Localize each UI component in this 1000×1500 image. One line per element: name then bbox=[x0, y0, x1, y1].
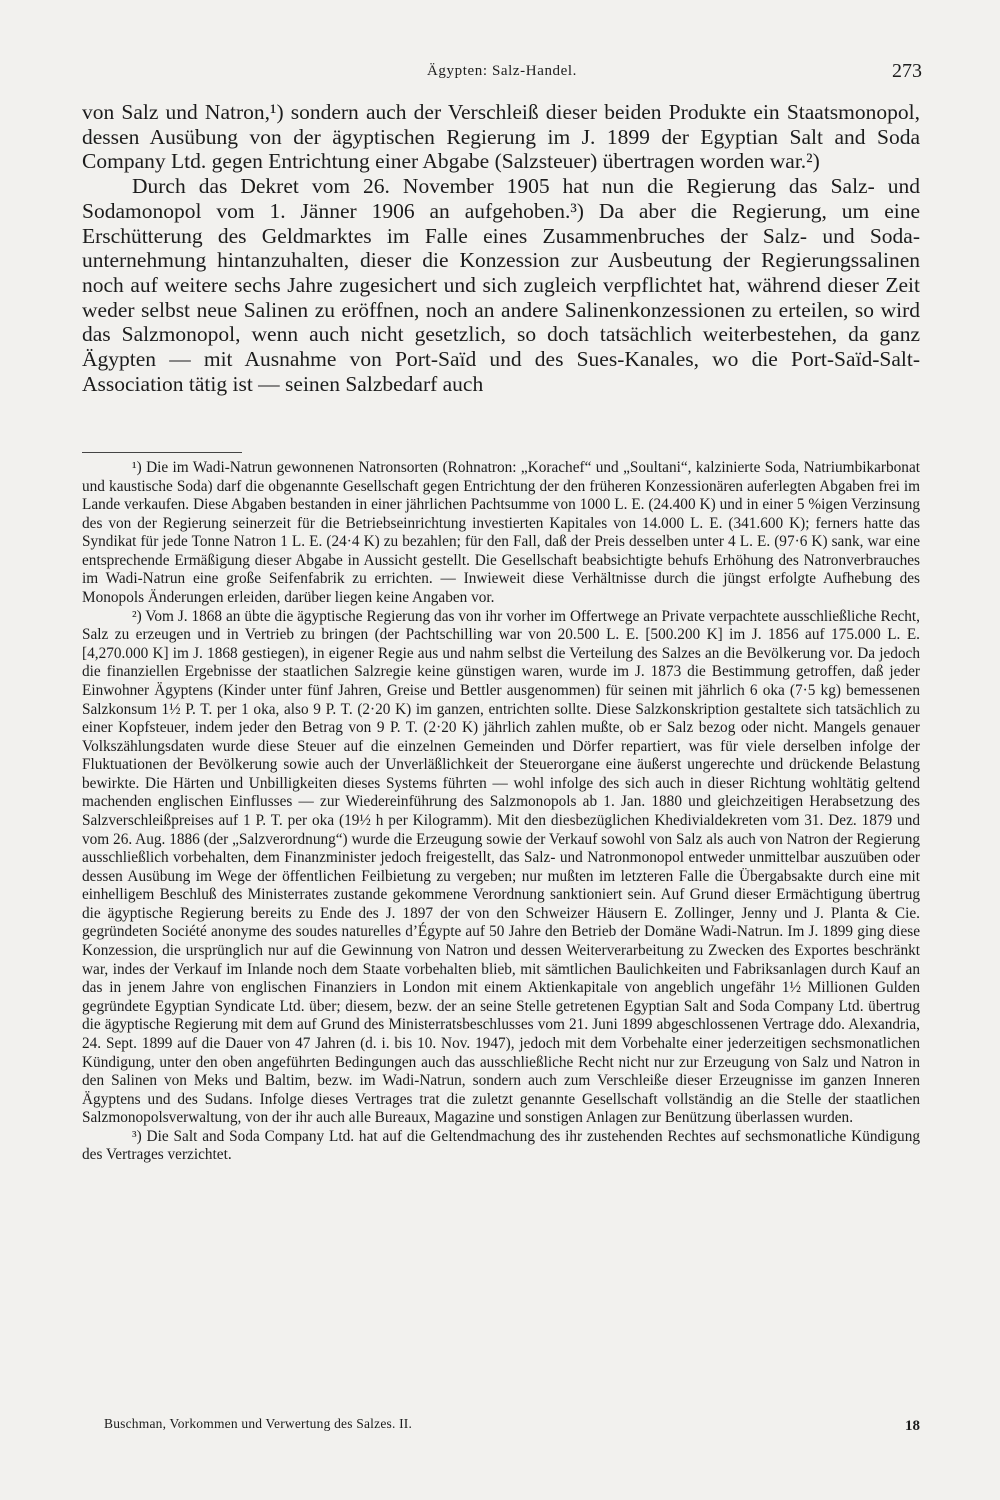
footnotes bbox=[82, 459, 920, 1165]
signature-mark: 18 bbox=[905, 1418, 920, 1434]
page-footer bbox=[82, 1414, 920, 1438]
page-number: 273 bbox=[892, 60, 922, 82]
footnote-2: ²) Vom J. 1868 an übte die ägyptische Regierung das von ihr vorher im Offertwege an Private verpachtete ausschließliche Recht, Salz zu erzeugen und in Vertrieb zu bringen (der Pachtschilling war von 20.500 L. E. [500.200 K] im J. 1856 auf 175.000 L. E. [4,270.000 K] im J. 1868 gestiegen), in eigener Regie aus und nahm selbst die Verteilung des Salzes an die Bevölkerung vor. Da jedoch die finanziellen Ergebnisse der staatlichen Salzregie keine günstigen waren, wurde im J. 1873 die Bestimmung getroffen, daß jeder Einwohner Ägyptens (Kinder unter fünf Jahren, Greise und Bettler ausgenommen) für seinen mit jährlich 6 oka (7·5 kg) bemessenen Salzkonsum 1½ P. T. per 1 oka, also 9 P. T. (2·20 K) im ganzen, entrichten sollte. Diese Salzkonskription gestaltete sich tatsächlich zu einer Kopfsteuer, indem jeder den Betrag von 9 P. T. (2·20 K) jährlich zahlen mußte, ob er Salz bezog oder nicht. Mangels genauer Volkszählungsdaten wurde diese Steuer auf die einzelnen Gemeinden und Dörfer repartiert, was für viele derselben infolge der Fluktuationen der Bevölkerung sowie auch der Unverläßlichkeit der Steuerorgane eine äußerst ungerechte und drückende Belastung bewirkte. Die Härten und Unbilligkeiten dieses Systems führten — wohl infolge des sich auch in dieser Richtung wohltätig geltend machenden englischen Einflusses — zur Wiedereinführung des Salzmonopols ab 1. Jan. 1880 und gleichzeitigen Herabsetzung des Salzverschleißpreises auf 1 P. T. per oka (19½ h per Kilogramm). Mit den diesbezüglichen Khedivialdekreten vom 31. Dez. 1879 und vom 26. Aug. 1886 (der „Salzverordnung“) wurde die Erzeugung sowie der Verkauf sowohl von Salz als auch von Natron der Regierung ausschließlich vorbehalten, dem Finanzminister jedoch freigestellt, das Salz- und Natronmonopol entweder unmittelbar auszuüben oder dessen Ausübung im Wege der öffentlichen Feilbietung zu vergeben; nur mußten im letzteren Falle die Übergabsakte durch eine mit einhelligem Beschluß des Ministerrates zustande gekommene Verordnung sanktioniert sein. Auf Grund dieser Ermächtigung übertrug die ägyptische Regierung bereits zu Ende des J. 1897 der von den Schweizer Häusern E. Zollinger, Jenny und J. Planta & Cie. gegründeten Société anonyme des soudes naturelles d’Égypte auf 50 Jahre den Betrieb der Domäne Wadi-Natrun. Im J. 1899 ging diese Konzession, die ursprünglich nur auf die Gewinnung von Natron und dessen Weiterverarbeitung zu Zwecken des Exportes beschränkt war, indes der Verkauf im Inlande noch dem Staate vorbehalten blieb, mit sämtlichen Baulichkeiten und Fabriksanlagen durch Kauf an das in jenem Jahre von englischen Finanziers in London mit einem Aktienkapitale von angeblich ungefähr 1½ Millionen Gulden gegründete Egyptian Syndicate Ltd. über; diesem, bezw. der an seine Stelle getretenen Egyptian Salt and Soda Company Ltd. übertrug die ägyptische Regierung mit dem auf Grund des Ministerratsbeschlusses vom 21. Juni 1899 abgeschlossenen Vertrage ddo. Alexandria, 24. Sept. 1899 auf die Dauer von 47 Jahren (d. i. bis 10. Nov. 1947), jedoch mit dem Vorbehalte einer jederzeitigen sechsmonatlichen Kündigung, unter den oben angeführten Bedingungen auch das ausschließliche Recht nicht nur zur Erzeugung von Salz und Natron in den Salinen von Meks und Baltim, bezw. im Wadi-Natrun, sondern auch zum Verschleiße dieser Erzeugnisse im ganzen Inneren Ägyptens und des Sudans. Infolge dieses Vertrages trat die zuletzt genannte Gesellschaft vollständig an die Stelle der staatlichen Salzmonopolsverwaltung, von der ihr auch alle Bureaux, Magazine und sonstigen Anlagen zur Benützung überlassen wurden. bbox=[82, 607, 920, 1127]
body-paragraph: von Salz und Natron,¹) sondern auch der Verschleiß dieser beiden Produkte ein Staatsmonopol, dessen Ausübung von der ägyptischen Regierung im J. 1899 der Egyptian Salt and Soda Company Ltd. gegen Entrichtung einer Abgabe (Salzsteuer) übertragen worden war.²) bbox=[82, 100, 920, 174]
source-line: Buschman, Vorkommen und Verwertung des Salzes. II. bbox=[104, 1416, 413, 1431]
footnote-1: ¹) Die im Wadi-Natrun gewonnenen Natronsorten (Rohnatron: „Korachef“ und „Soultani“, kalzinierte Soda, Natriumbikarbonat und kaustische Soda) darf die obgenannte Gesellschaft gegen Entrichtung der den früheren Konzessionären auferlegten Abgaben frei im Lande verkaufen. Diese Abgaben bestanden in einer jährlichen Pachtsumme von 1000 L. E. (24.400 K) und in einer 5 %igen Verzinsung des von der Regierung seinerzeit für die Betriebseinrichtung investierten Kapitales von 14.000 L. E. (341.600 K); ferners hatte das Syndikat für jede Tonne Natron 1 L. E. (24·4 K) zu bezahlen; für den Fall, daß der Preis desselben unter 4 L. E. (97·6 K) sank, war eine entsprechende Ermäßigung dieser Abgabe in Aussicht gestellt. Die Gesellschaft beabsichtigte behufs Erhöhung des Natronverbrauches im Wadi-Natrun eine große Seifenfabrik zu errichten. — Inwieweit diese Verhältnisse durch die jüngst erfolgte Aufhebung des Monopols Änderungen erleiden, darüber liegen keine Angaben vor. bbox=[82, 459, 920, 607]
page-header bbox=[82, 60, 922, 84]
main-text bbox=[82, 100, 920, 396]
footnote-separator bbox=[82, 452, 242, 453]
running-title: Ägypten: Salz-Handel. bbox=[426, 63, 578, 79]
footnote-3: ³) Die Salt and Soda Company Ltd. hat auf die Geltendmachung des ihr zustehenden Rechtes auf sechsmonatliche Kündigung des Vertrages verzichtet. bbox=[82, 1127, 920, 1164]
body-paragraph: Durch das Dekret vom 26. November 1905 hat nun die Regierung das Salz- und Sodamonopol vom 1. Jänner 1906 an aufgehoben.³) Da aber die Regierung, um eine Erschütterung des Geldmarktes im Falle eines Zusammenbruches der Salz- und Sodaunternehmung hintanzuhalten, dieser die Konzession zur Ausbeutung der Regierungssalinen noch auf weitere sechs Jahre zugesichert und sich zugleich verpflichtet hat, während dieser Zeit weder selbst neue Salinen zu eröffnen, noch an andere Salinenkonzessionen zu erteilen, so wird das Salzmonopol, wenn auch nicht gesetzlich, so doch tatsächlich weiterbestehen, da ganz Ägypten — mit Ausnahme von Port-Saïd und des Sues-Kanales, wo die Port-Saïd-Salt-Association tätig ist — seinen Salzbedarf auch bbox=[82, 174, 920, 396]
